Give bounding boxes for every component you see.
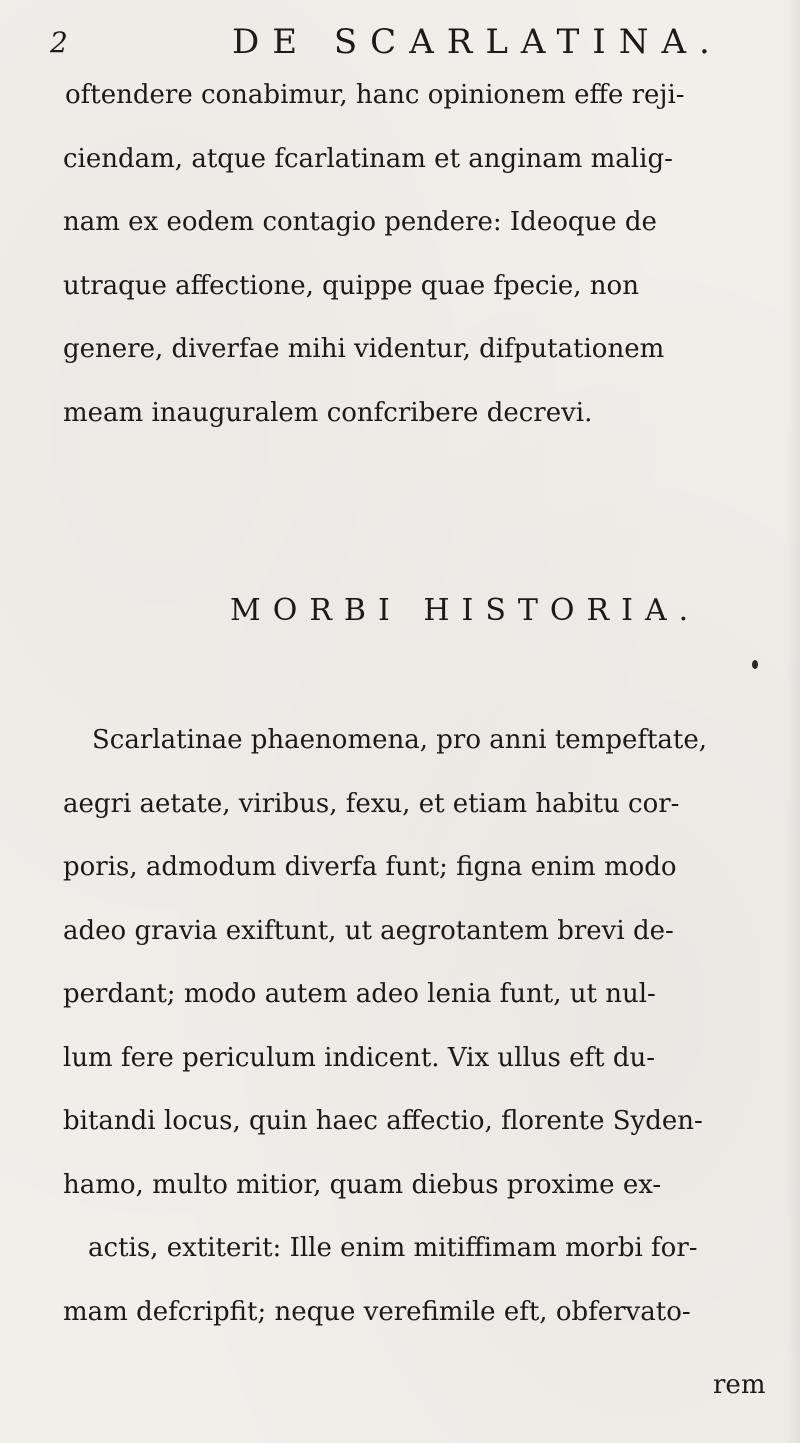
- page-header: [0, 22, 800, 72]
- ink-speck: [752, 660, 758, 669]
- text-line: aegri aetate, viribus, fexu, et etiam habitu cor-: [63, 789, 680, 819]
- catchword: rem: [713, 1370, 766, 1400]
- running-title: DE SCARLATINA.: [232, 22, 723, 62]
- section-heading: MORBI HISTORIA.: [230, 593, 701, 628]
- text-line: poris, admodum diverfa funt; figna enim modo: [63, 852, 677, 882]
- text-line: actis, extiterit: Ille enim mitiffimam morbi for-: [88, 1233, 698, 1263]
- text-line: lum fere periculum indicent. Vix ullus eft du-: [63, 1043, 656, 1073]
- text-line: perdant; modo autem adeo lenia funt, ut nul-: [63, 979, 656, 1009]
- text-line: bitandi locus, quin haec affectio, florente Syden-: [63, 1106, 703, 1136]
- text-line: ciendam, atque fcarlatinam et anginam malig-: [63, 144, 673, 174]
- page-edge-shadow: [786, 0, 800, 1443]
- text-line: nam ex eodem contagio pendere: Ideoque de: [63, 207, 657, 237]
- text-line: genere, diverfae mihi videntur, difputationem: [63, 334, 665, 364]
- text-line: meam inauguralem confcribere decrevi.: [63, 398, 593, 428]
- text-line: utraque affectione, quippe quae fpecie, non: [63, 271, 639, 301]
- text-line: hamo, multo mitior, quam diebus proxime ex-: [63, 1170, 662, 1200]
- text-line: Scarlatinae phaenomena, pro anni tempeftate,: [92, 725, 708, 755]
- text-line: adeo gravia exiftunt, ut aegrotantem brevi de-: [63, 916, 674, 946]
- text-line: mam defcripfit; neque verefimile eft, obfervato-: [63, 1297, 691, 1327]
- text-line: oftendere conabimur, hanc opinionem effe reji-: [65, 80, 685, 110]
- page-number: 2: [50, 26, 68, 59]
